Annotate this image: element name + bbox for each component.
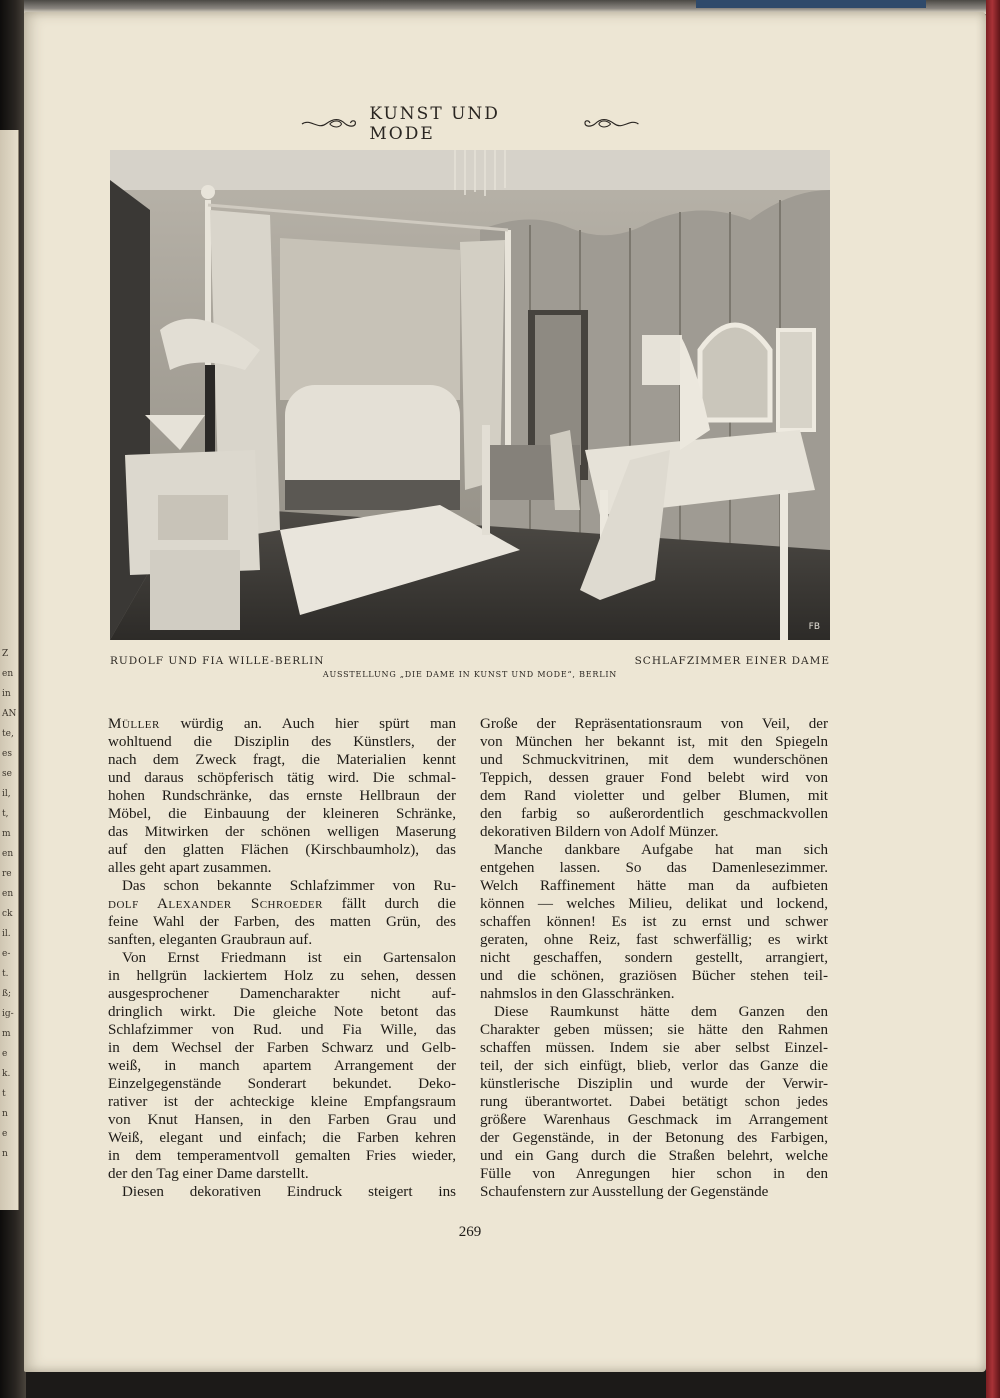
previous-page-fragment: t, [2,809,9,819]
text-line: Manche dankbare Aufgabe hat man sich [494,842,828,858]
previous-page-fragment: AN [2,709,17,719]
text-line: schaffen können! Es ist zu ernst und schwer [480,914,828,930]
text-line [108,733,456,751]
previous-page-fragment: t [2,1089,6,1099]
text-line: rung überantwortet. Dabei betätigt schon jedes [480,1094,828,1110]
previous-page-fragment: es [2,749,12,759]
right-text-column [480,715,828,1201]
text-line [108,751,456,769]
small-caps-name: dolf Alexander Schroeder [108,896,323,912]
previous-page-fragment: Z [2,649,9,659]
text-line: von München her bekannt ist, mit den Spiegeln [480,734,828,750]
text-line: dekorativen Bildern von Adolf Münzer. [480,824,719,840]
right-ornament-icon [583,115,640,133]
text-line [108,1165,456,1183]
text-line [108,1021,456,1039]
text-line [108,1039,456,1057]
text-line [108,931,456,949]
text-line: dem Rand violetter und gelber Blumen, mit [480,788,828,804]
left-ornament-icon [300,115,357,133]
text-fragment: alles geht apart zusammen. [108,860,272,876]
bedroom-photograph-image [110,150,830,640]
text-line: der Gegenstände, in der Betonung des Farbigen, [480,1130,828,1146]
text-line [108,1111,456,1129]
text-line: teil, der sich einfügt, blieb, verlor das Ganze die [480,1058,828,1074]
text-line [108,967,456,985]
text-fragment: fällt durch die [323,896,456,912]
running-header [300,104,640,144]
page-number: 269 [458,1224,482,1240]
text-line [108,787,456,805]
previous-page-fragment: en [2,849,14,859]
previous-page-fragment: e- [2,949,11,959]
text-line [108,841,456,859]
text-fragment: Weiß, elegant und einfach; die Farben kehren [108,1130,456,1146]
previous-page-fragment: k. [2,1069,11,1079]
text-line [108,859,456,877]
photo-title: SCHLAFZIMMER EINER DAME [634,655,830,667]
text-fragment: nach dem Zweck fragt, die Materialien kennt [108,752,456,768]
text-line: Teppich, dessen grauer Fond belebt wird von [480,770,828,786]
text-line: nicht geschaffen, sondern gestellt, arrangiert, [480,950,828,966]
text-line: Diese Raumkunst hätte dem Ganzen den [494,1004,828,1020]
previous-page-fragment: m [2,829,11,839]
text-fragment: feine Wahl der Farben, des matten Grün, des [108,914,456,930]
text-fragment: ausgesprochener Damencharakter nicht auf- [108,986,456,1002]
text-line: Welch Raffinement hätte man da aufbieten [480,878,828,894]
previous-page-fragment: t. [2,969,9,979]
previous-page-fragment: ig- [2,1009,14,1019]
text-fragment: in dem temperamentvoll gemalten Fries wieder, [108,1148,456,1164]
previous-page-fragment: te, [2,729,14,739]
text-fragment: dringlich wirkt. Die gleiche Note betont das [108,1004,456,1020]
text-line: und Schmuckvitrinen, mit dem wunderschönen [480,752,828,768]
text-fragment: rativer ist der achteckige kleine Empfangsraum [108,1094,456,1110]
text-line [108,913,456,931]
previous-page-fragment: en [2,889,14,899]
photo-exhibition-caption: AUSSTELLUNG „DIE DAME IN KUNST UND MODE“, BERLIN [322,670,618,679]
previous-page-fragment: n [2,1149,8,1159]
text-fragment: wohltuend die Disziplin des Künstlers, der [108,734,456,750]
previous-page-fragment: ß; [2,989,12,999]
text-fragment: Von Ernst Friedmann ist ein Gartensalon [122,950,456,966]
text-fragment: auf den glatten Flächen (Kirschbaumholz), das [108,842,456,858]
text-fragment: in dem Wechsel der Farben Schwarz und Gelb- [108,1040,456,1056]
text-line [108,877,456,895]
text-fragment: Diesen dekorativen Eindruck steigert ins [122,1184,456,1200]
text-line [108,1057,456,1075]
text-line: Charakter geben müssen; sie hätte den Rahmen [480,1022,828,1038]
text-line [108,1147,456,1165]
text-line: den farbig so außerordentlich geschmackvollen [480,806,828,822]
text-fragment: würdig an. Auch hier spürt man [159,716,456,732]
text-line [108,1075,456,1093]
text-line [108,985,456,1003]
text-line [108,895,456,913]
photographer-monogram: FB [808,622,820,632]
text-line: nahmslos in den Glasschränken. [480,986,675,1002]
text-line [108,769,456,787]
text-line: und ein Gang durch die Straßen belehrt, welche [480,1148,828,1164]
text-fragment: hohen Rundschränke, das ernste Hellbraun der [108,788,456,804]
left-text-column [108,715,456,1201]
text-fragment: der den Tag einer Dame darstellt. [108,1166,309,1182]
text-line [108,949,456,967]
text-fragment: Schlafzimmer von Rud. und Fia Wille, das [108,1022,456,1038]
previous-page-fragment: e [2,1129,8,1139]
text-line [108,1003,456,1021]
text-fragment: und daraus schöpferisch tätig wird. Die schmal- [108,770,456,786]
text-fragment: Einzelgegenstände Sonderart bekundet. Deko- [108,1076,456,1092]
text-fragment: das Mitwirken der schönen welligen Maserung [108,824,456,840]
text-fragment: Das schon bekannte Schlafzimmer von Ru- [122,878,456,894]
text-line [108,1183,456,1201]
previous-page-fragment: il, [2,789,11,799]
text-line: größere Warenhaus Geschmack im Arrangement [480,1112,828,1128]
text-fragment: sanften, eleganten Graubraun auf. [108,932,313,948]
top-band [696,0,926,8]
text-line: und die schönen, graziösen Bücher stehen teil- [480,968,828,984]
previous-page-fragment: re [2,869,12,879]
text-fragment: von Knut Hansen, in den Farben Grau und [108,1112,456,1128]
previous-page-fragment: e [2,1049,8,1059]
text-line: können — welches Milieu, delikat und lockend, [480,896,828,912]
text-line: Große der Repräsentationsraum von Veil, der [480,716,828,732]
text-line: künstlerische Disziplin und wurde der Verwir- [480,1076,828,1092]
text-fragment: Möbel, die Einbauung der kleineren Schränke, [108,806,456,822]
text-line: Fülle von Anregungen hier schon in den [480,1166,828,1182]
text-fragment: weiß, in manch apartem Arrangement der [108,1058,456,1074]
book-cover-edge [986,0,1000,1398]
text-line [108,715,456,733]
text-fragment: in hellgrün lackiertem Holz zu sehen, dessen [108,968,456,984]
small-caps-name: Müller [108,716,160,732]
previous-page-fragment: ck [2,909,13,919]
text-line [108,1093,456,1111]
text-line [108,823,456,841]
photo-credit: RUDOLF UND FIA WILLE-BERLIN [110,655,325,667]
previous-page-fragment: m [2,1029,11,1039]
previous-page-fragment: il. [2,929,11,939]
previous-page-fragment: in [2,689,11,699]
previous-page-fragment: n [2,1109,8,1119]
text-line [108,805,456,823]
previous-page-fragment: en [2,669,14,679]
text-line: entgehen lassen. So das Damenlesezimmer. [480,860,828,876]
text-line: geraten, ohne Reiz, fast schwerfällig; es wirkt [480,932,828,948]
page-title: KUNST UND MODE [369,104,500,144]
text-line: Schaufenstern zur Ausstellung der Gegenstände [480,1184,769,1200]
previous-page-fragment: se [2,769,12,779]
text-line [108,1129,456,1147]
text-line: schaffen müssen. Indem sie aber selbst Einzel- [480,1040,828,1056]
bedroom-photograph [110,150,830,640]
